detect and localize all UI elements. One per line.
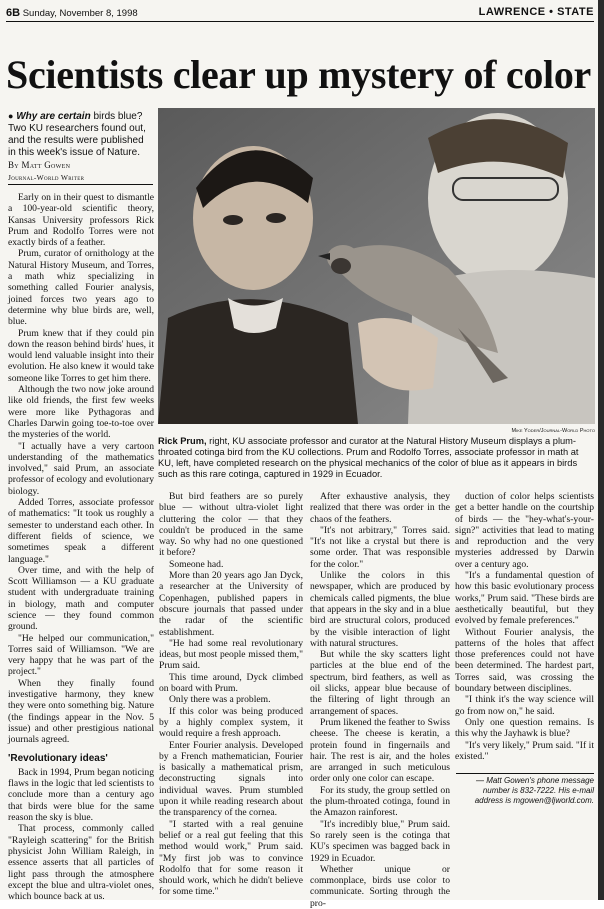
paragraph: For its study, the group settled on the plum-throated cotinga, found in the Amazon rainforest.: [310, 784, 450, 819]
deck: [8, 110, 153, 159]
paragraph: "He had some real revolutionary ideas, but most people missed them," Prum said.: [159, 637, 303, 672]
paragraph: Unlike the colors in this newspaper, which are produced by chemicals called pigments, the blue that appears in the sky and in a blue bird are structural colors, produced by the visible interaction of light with natural structures.: [310, 570, 450, 649]
paragraph: This time around, Dyck climbed on board with Prum.: [159, 671, 303, 695]
paragraph: "It's a fundamental question of how this basic evolutionary process works," Prum said. "These birds are aesthetically beautiful, but they evolved by female preferences.": [455, 570, 594, 627]
paragraph: Without Fourier analysis, the patterns of the holes that affect those preferences could not have been determined. The hardest part, Torres said, was crossing the boundary between disciplines.: [455, 626, 594, 695]
deck-text: birds blue? Two KU researchers found out, and the results were published in this week's issue of Nature.: [8, 111, 146, 158]
photo-illustration: [158, 108, 595, 424]
paragraph: "I started with a real genuine belief or a real gut feeling that this method would work," Prum said. "My first job was to convince Rodolfo that for some reason it should work, which he didn't believe for some time.": [159, 818, 303, 898]
paragraph: That process, commonly called "Rayleigh scattering" for the British physicist John William Raleigh, in essence asserts that all particles of light pass through the atmosphere except the blue and ultra-violet ones, which bounce back at us.: [8, 823, 154, 903]
running-header: [6, 6, 594, 22]
photo-caption: [158, 436, 595, 480]
byline-outlet: Journal-World Writer: [8, 173, 153, 185]
paragraph: Prum knew that if they could pin down the reason behind birds' hues, it would lend valuable insight into their evolution. He also knew it would take someone like Torres to get him there.: [8, 327, 154, 384]
paragraph: But while the sky scatters light particles at the blue end of the spectrum, bird feathers, as well as oil slicks, appear blue because of the filtering of light through an arrangement of spaces.: [310, 649, 450, 717]
paragraph: More than 20 years ago Jan Dyck, a researcher at the University of Copenhagen, published papers in obscure journals that passed under the radar of the scientific establishment.: [159, 570, 303, 638]
byline-author: By Matt Gowen: [8, 160, 71, 170]
scan-edge: [598, 0, 604, 900]
paragraph: If this color was being produced by a highly complex system, it would require a fresh approach.: [159, 705, 303, 740]
paragraph: Only there was a problem.: [169, 694, 271, 706]
paragraph: "I think it's the way science will go from now on," he said.: [455, 694, 594, 717]
article-column-2: [159, 491, 303, 898]
paragraph: Prum likened the feather to Swiss cheese. The cheese is keratin, a protein found in fingernails and hair. The rest is air, and the holes are arranged in such meticulous order only one color can escape.: [310, 716, 450, 785]
paragraph: "I actually have a very cartoon understanding of the mathematics involved," said Prum, an associate professor of ecology and evolutionary biology.: [8, 440, 154, 497]
page-number: 6B: [6, 7, 21, 19]
paragraph: "He helped our communication," Torres said of Williamson. "We are very happy that he was part of the project.": [8, 632, 154, 678]
news-photo: [158, 108, 595, 424]
paragraph: After exhaustive analysis, they realized that there was order in the chaos of the feathers.: [310, 491, 450, 525]
caption-name: Rick Prum,: [158, 436, 207, 446]
caption-text: right, KU associate professor and curator at the Natural History Museum displays a plum-throated cotinga bird from the KU collections. Prum and Rodolfo Torres, associate professor in math at KU, left, have completed research on the physical mechanics of the color of blue as it appears in birds such as this rare cotinga, captured in 1929 in Ecuador.: [158, 436, 579, 479]
paragraph: Someone had.: [169, 558, 224, 570]
paragraph: "It's not arbitrary," Torres said. "It's not like a crystal but there is some order. That was responsible for the color.": [310, 524, 450, 570]
issue-date: Sunday, November 8, 1998: [22, 8, 138, 19]
paragraph: Added Torres, associate professor of mathematics: "It took us roughly a semester to understand each other. In different fields of science, we sometimes speak a different language.": [8, 497, 154, 565]
paragraph: Only one question remains. Is this why the Jayhawk is blue?: [455, 716, 594, 740]
article-column-1: [8, 192, 154, 902]
photo-credit: Mike Yoder/Journal-World Photo: [511, 428, 595, 434]
page-folio: [6, 7, 138, 19]
deck-lead: Why are certain: [16, 111, 91, 122]
headline: Scientists clear up mystery of color: [6, 52, 592, 97]
paragraph: Prum, curator of ornithology at the Natural History Museum, and Torres, a math whiz specializing in something called Fourier analysis, joined forces two years ago to determine why blue birds are, well, blue.: [8, 248, 154, 328]
paragraph: duction of color helps scientists get a better handle on the courtship of birds — the "hey-what's-your-sign?" activities that lead to mating and reproduction and the very mysteries addressed by Darwin over a century ago.: [455, 491, 594, 570]
paragraph: Although the two now joke around like old friends, the first few weeks were more like Pythagoras and Charles Darwin going toe-to-toe over the mysteries of the world.: [8, 384, 154, 441]
paragraph: Back in 1994, Prum began noticing flaws in the logic that led scientists to conclude more than a century ago that birds were blue for the same reason the sky is blue.: [8, 766, 154, 824]
paragraph: When they finally found investigative harmony, they knew they were onto something big. Nature (the findings appear in the Nov. 5 issue) and other prestigious national journals agreed.: [8, 677, 154, 746]
article-column-4: [455, 491, 594, 762]
paragraph: But bird feathers are so purely blue — without ultra-violet light cluttering the color — that they couldn't be produced in the same way. So why had no one questioned it before?: [159, 491, 303, 559]
article-column-3: [310, 491, 450, 909]
paragraph: Whether unique or commonplace, birds use color to communicate. Sorting through the pro-: [310, 863, 450, 909]
paragraph: Early on in their quest to dismantle a 100-year-old scientific theory, Kansas University professors Rick Prum and Rodolfo Torres were not exactly birds of a feather.: [8, 192, 154, 249]
subhead: 'Revolutionary ideas': [8, 752, 108, 764]
paragraph: "It's very likely," Prum said. "If it existed.": [455, 739, 594, 762]
paragraph: Over time, and with the help of Scott Williamson — a KU graduate student with undergraduate training in biology, math and computer science — they found common ground.: [8, 564, 154, 633]
bullet-icon: ●: [8, 111, 14, 121]
author-contact: — Matt Gowen's phone message number is 832-7222. His e-mail address is mgowen@ljworld.com.: [456, 773, 594, 806]
paragraph: Enter Fourier analysis. Developed by a French mathematician, Fourier is basically a mathematical prism, deconstructing signals into individual waves. Prum stumbled upon it while reading research about the transparency of the cornea.: [159, 739, 303, 819]
section-label: LAWRENCE • STATE: [478, 6, 594, 18]
paragraph: "It's incredibly blue," Prum said. So rarely seen is the cotinga that KU's specimen was bagged back in 1929 in Ecuador.: [310, 818, 450, 864]
